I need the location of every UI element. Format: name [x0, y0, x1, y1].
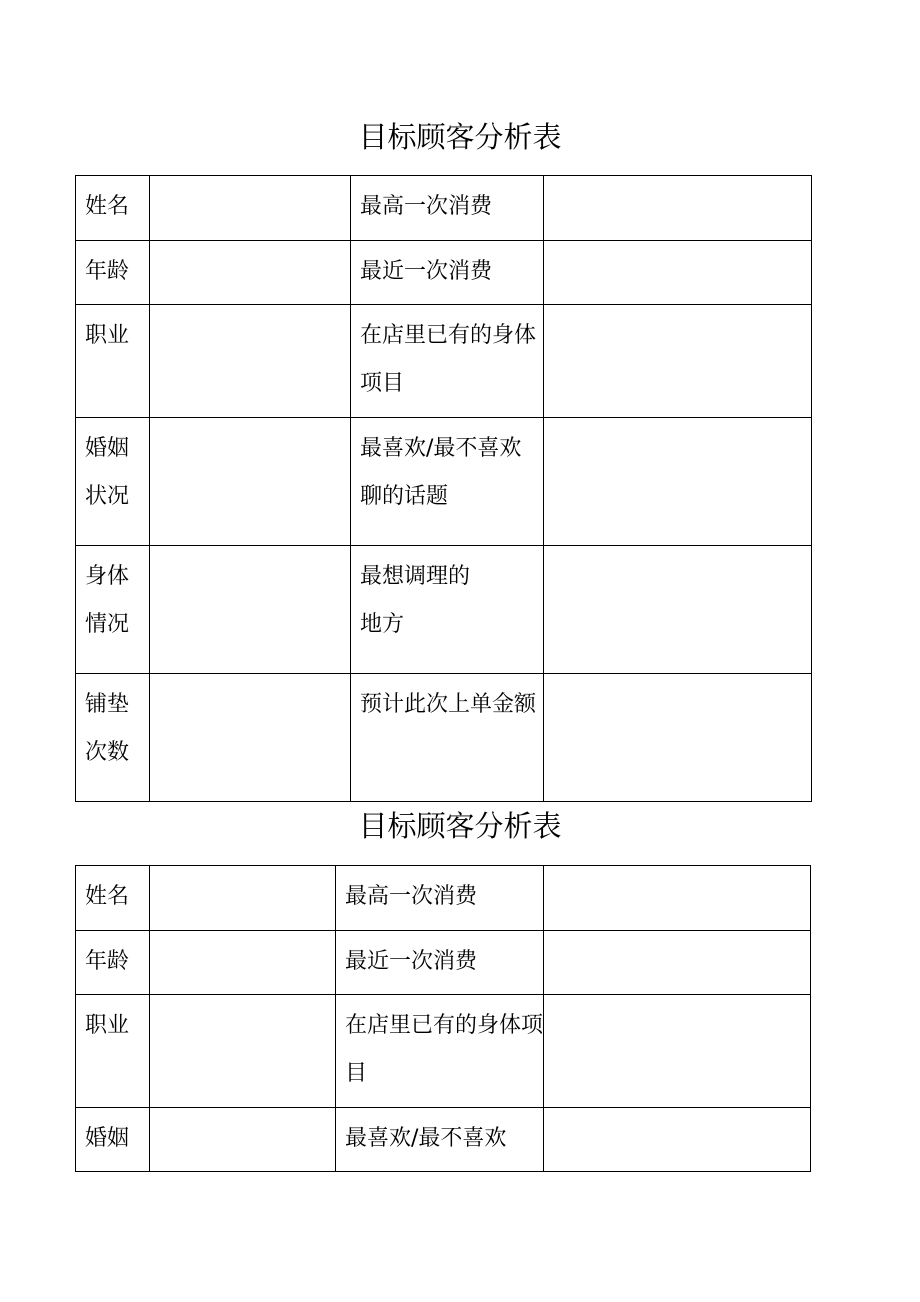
- field-label: 身体情况: [76, 546, 150, 674]
- field-label: 最近一次消费: [336, 931, 544, 995]
- field-label: 职业: [76, 305, 150, 418]
- field-value-cell[interactable]: [150, 241, 351, 305]
- field-value-cell[interactable]: [544, 931, 811, 995]
- field-value-cell[interactable]: [150, 418, 351, 546]
- form-title: 目标顾客分析表: [358, 809, 562, 843]
- field-label: 在店里已有的身体项目: [351, 305, 544, 418]
- field-label: 最高一次消费: [351, 176, 544, 241]
- field-value-cell[interactable]: [150, 546, 351, 674]
- field-value-cell[interactable]: [544, 418, 812, 546]
- field-label: 姓名: [76, 866, 150, 931]
- field-label: 最喜欢/最不喜欢聊的话题: [351, 418, 544, 546]
- field-value-cell[interactable]: [544, 1108, 811, 1172]
- field-value-cell[interactable]: [544, 241, 812, 305]
- customer-analysis-table: [75, 865, 811, 1172]
- table-row: [76, 176, 812, 241]
- field-label: 最近一次消费: [351, 241, 544, 305]
- table-row: [76, 674, 812, 802]
- field-value-cell[interactable]: [150, 995, 336, 1108]
- field-label: 年龄: [76, 931, 150, 995]
- field-label: 预计此次上单金额: [351, 674, 544, 802]
- field-label: 婚姻状况: [76, 418, 150, 546]
- field-label: 最喜欢/最不喜欢: [336, 1108, 544, 1172]
- field-label: 年龄: [76, 241, 150, 305]
- field-value-cell[interactable]: [150, 305, 351, 418]
- field-value-cell[interactable]: [544, 546, 812, 674]
- customer-analysis-table: [75, 175, 812, 802]
- field-value-cell[interactable]: [544, 995, 811, 1108]
- table-row: [76, 1108, 811, 1172]
- field-label: 姓名: [76, 176, 150, 241]
- field-label: 婚姻: [76, 1108, 150, 1172]
- field-label: 最高一次消费: [336, 866, 544, 931]
- field-label: 铺垫次数: [76, 674, 150, 802]
- field-value-cell[interactable]: [150, 674, 351, 802]
- table-row: [76, 418, 812, 546]
- field-value-cell[interactable]: [150, 1108, 336, 1172]
- field-label: 在店里已有的身体项目: [336, 995, 544, 1108]
- field-value-cell[interactable]: [544, 674, 812, 802]
- field-value-cell[interactable]: [150, 866, 336, 931]
- table-row: [76, 931, 811, 995]
- table-row: [76, 866, 811, 931]
- field-value-cell[interactable]: [544, 866, 811, 931]
- table-row: [76, 241, 812, 305]
- field-label: 最想调理的地方: [351, 546, 544, 674]
- field-value-cell[interactable]: [150, 931, 336, 995]
- field-label: 职业: [76, 995, 150, 1108]
- field-value-cell[interactable]: [544, 176, 812, 241]
- table-row: [76, 546, 812, 674]
- form-title: 目标顾客分析表: [358, 120, 562, 154]
- field-value-cell[interactable]: [544, 305, 812, 418]
- field-value-cell[interactable]: [150, 176, 351, 241]
- table-row: [76, 995, 811, 1108]
- table-row: [76, 305, 812, 418]
